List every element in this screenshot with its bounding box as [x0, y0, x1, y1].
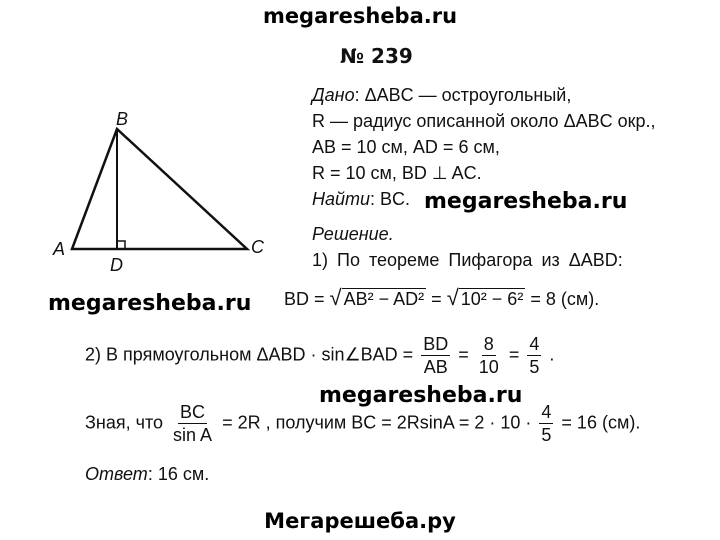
find-line: [312, 189, 410, 210]
step3-formula: [85, 401, 640, 446]
radicand-2: 10² − 6²: [460, 289, 524, 309]
label-d: D: [110, 255, 123, 275]
step3-text-2: = 2R , получим BC = 2RsinA = 2 · 10 ·: [222, 412, 532, 433]
find-text: : BC.: [370, 189, 411, 209]
step3-text-1: Зная, что: [85, 412, 164, 433]
label-c: C: [251, 237, 264, 257]
fraction-4-5: $\frac{4}{5}$: [529, 334, 540, 377]
watermark-left: megaresheba.ru: [48, 291, 252, 316]
given-line-3: AB = 10 см, AD = 6 см,: [312, 137, 500, 157]
given-line-4: R = 10 см, BD ⊥ AC.: [312, 163, 482, 183]
label-a: A: [53, 239, 66, 259]
equals: =: [431, 289, 442, 309]
label-b: B: [116, 109, 129, 129]
answer-label: Ответ: [85, 464, 148, 484]
watermark-top: megaresheba.ru: [262, 4, 458, 28]
bd-label: BD =: [284, 289, 325, 309]
find-label: Найти: [312, 189, 371, 209]
triangle-diagram: [50, 105, 280, 275]
footer-watermark: Мегарешеба.ру: [264, 509, 456, 533]
radicand-1: AB² − AD²: [343, 289, 425, 309]
step2-formula: 2) В прямоугольном ΔABD · sin∠BAD = $\frac{BD}{AB}$ = $\frac{8}{10}$ = $\frac{4}{5}$ .: [85, 334, 555, 377]
watermark-center: megaresheba.ru: [319, 383, 523, 408]
step2-text: 2) В прямоугольном ΔABD · sin∠BAD =: [85, 344, 414, 365]
given-label: Дано: [312, 85, 355, 105]
step3-text-3: = 16 (см).: [561, 412, 641, 433]
step1-formula: BD = √ AB² − AD² = √ 10² − 6² = 8 (см).: [284, 285, 600, 310]
answer-text: : 16 см.: [147, 464, 210, 484]
fraction-8-10: $\frac{8}{10}$: [478, 334, 499, 377]
answer-line: [85, 464, 209, 485]
fraction-bd-ab: $\frac{BD}{AB}$: [423, 334, 449, 377]
fraction-bc-sina: $\frac{BC}{\text{sin A}}$: [173, 402, 213, 445]
solution-label: Решение.: [312, 224, 394, 244]
given-line-2: R — радиус описанной около ΔABC окр.,: [312, 111, 656, 131]
given-text-1: : ΔABC — остроугольный,: [354, 85, 572, 105]
problem-number: № 239: [340, 44, 413, 68]
fraction-4-5-b: $\frac{4}{5}$: [541, 402, 552, 445]
step1-result: = 8 (см).: [530, 289, 600, 309]
step1-text: 1) По теореме Пифагора из ΔABD:: [312, 250, 623, 270]
watermark-middle: megaresheba.ru: [424, 189, 628, 214]
given-line-1: [312, 85, 571, 106]
triangle-abc: [72, 129, 247, 249]
